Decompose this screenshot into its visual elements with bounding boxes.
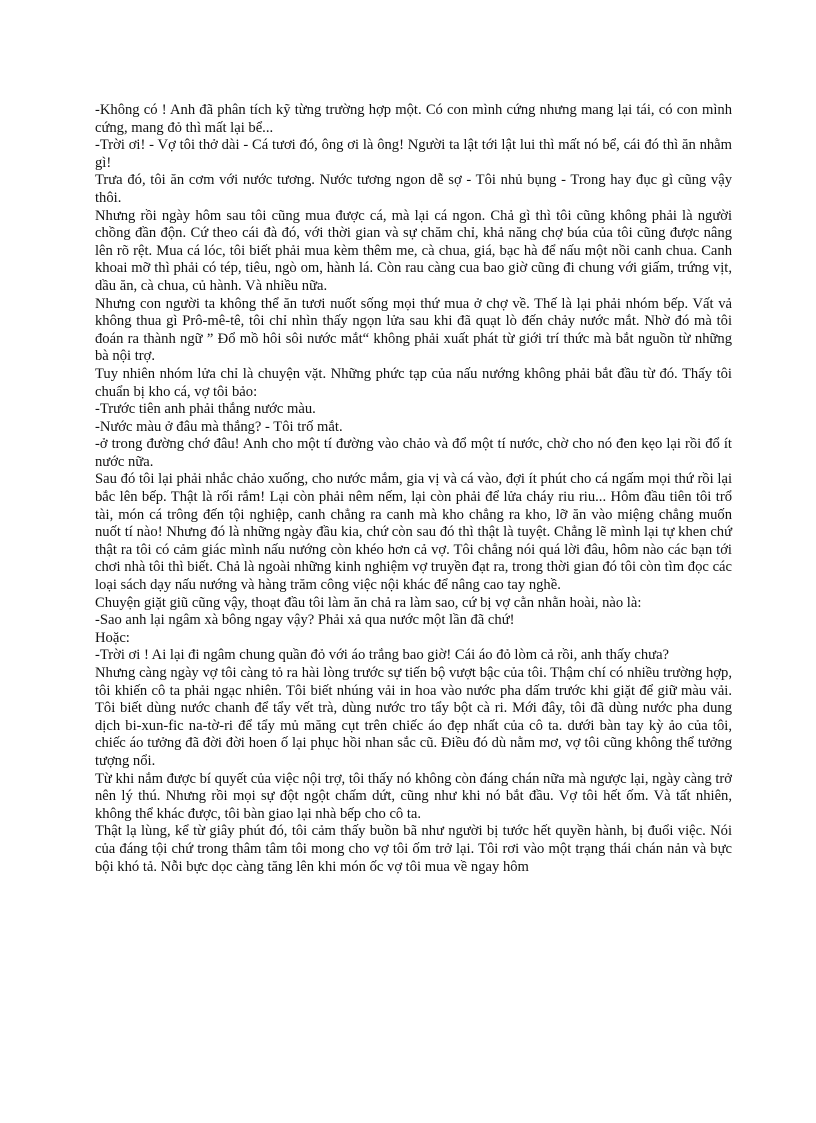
dialogue-line: -Trời ơi ! Ai lại đi ngâm chung quần đỏ với áo trắng bao giờ! Cái áo đỏ lòm cả rồi, anh thấy chưa? bbox=[95, 647, 670, 664]
paragraph: Từ khi nắm được bí quyết của việc nội trợ, tôi thấy nó không còn đáng chán nữa mà ngược lại, ngày càng trở nên lý thú. Nhưng rồi mọi sự đột ngột chấm dứt, cũng như khi nó bắt đầu. Vợ tôi hết ốm. Và tất nhiên, không thể khác được, tôi bàn giao lại nhà bếp cho cô ta. bbox=[95, 770, 732, 822]
dialogue-line: -ở trong đường chớ đâu! Anh cho một tí đường vào chảo và đổ một tí nước, chờ cho nó đen kẹo lại rồi đổ ít nước nữa. bbox=[95, 436, 732, 470]
dialogue-line: -Sao anh lại ngâm xà bông ngay vậy? Phải xả qua nước một lần đã chứ! bbox=[95, 612, 515, 629]
paragraph: -Trời ơi! - Vợ tôi thở dài - Cá tươi đó, ông ơi là ông! Người ta lật tới lật lui thì mất nó bể, cái đó thì ăn nhằm gì! bbox=[95, 137, 732, 171]
paragraph: -Không có ! Anh đã phân tích kỹ từng trường hợp một. Có con mình cứng nhưng mang lại tái, có con mình cứng, mang đỏ thì mất lại bể... bbox=[95, 102, 732, 136]
paragraph: Nhưng càng ngày vợ tôi càng tỏ ra hài lòng trước sự tiến bộ vượt bậc của tôi. Thậm chí có nhiều trường hợp, tôi khiến cô ta phải ngạc nhiên. Tôi biết nhúng vải in hoa vào nước pha dấm trước khi giặt để giữ màu vải. Tôi biết dùng nước chanh để tẩy vết trà, dùng nước tro tẩy bột cà ri. Mới đây, tôi đã dùng nước pha dung dịch bi-xun-fic na-tờ-ri để tẩy mủ măng cụt trên chiếc áo đẹp nhất của cô ta. dưới bàn tay kỳ ảo của tôi, chiếc áo tưởng đã đời đời hoen ố lại phục hồi nhan sắc cũ. Điều đó dù nằm mơ, vợ tôi cũng không thể tưởng tượng nổi. bbox=[95, 665, 732, 769]
paragraph: Nhưng rồi ngày hôm sau tôi cũng mua được cá, mà lại cá ngon. Chả gì thì tôi cũng không phải là người chồng đần độn. Cứ theo cái đà đó, với thời gian và sự chăm chỉ, khả năng chợ búa của tôi cũng được nâng lên rõ rệt. Mua cá lóc, tôi biết phải mua kèm thêm me, cà chua, giá, bạc hà để nấu một nồi canh chua. Canh khoai mỡ thì phải có tép, tiêu, ngò om, hành lá. Còn rau càng cua bao giờ cũng đi chung với giấm, trứng vịt, dầu ăn, cà chua, củ hành. Và nhiều nữa. bbox=[95, 207, 732, 294]
paragraph: Trưa đó, tôi ăn cơm với nước tương. Nước tương ngon dễ sợ - Tôi nhủ bụng - Trong hay đục gì cũng vậy thôi. bbox=[95, 172, 732, 206]
paragraph: Nhưng con người ta không thể ăn tươi nuốt sống mọi thứ mua ở chợ về. Thế là lại phải nhóm bếp. Vất vả không thua gì Prô-mê-tê, tôi chỉ nhìn thấy ngọn lửa sau khi đã quạt lò đến chảy nước mắt. Nhờ đó mà tôi đoán ra thành ngữ ” Đổ mồ hôi sôi nước mắt“ không phải xuất phát từ giới trí thức mà bắt nguồn từ những bà nội trợ. bbox=[95, 295, 732, 365]
paragraph: Thật lạ lùng, kể từ giây phút đó, tôi cảm thấy buồn bã như người bị tước hết quyền hành, bị đuổi việc. Nói của đáng tội chứ trong thâm tâm tôi mong cho vợ tôi ốm trở lại. Tôi rơi vào một trạng thái chán nản và bực bội khó tả. Nỗi bực dọc càng tăng lên khi món ốc vợ tôi mua về ngay hôm bbox=[95, 823, 732, 875]
paragraph: Chuyện giặt giũ cũng vậy, thoạt đầu tôi làm ăn chả ra làm sao, cứ bị vợ cằn nhằn hoài, nào là: bbox=[95, 594, 642, 611]
paragraph: Hoặc: bbox=[95, 629, 130, 646]
dialogue-line: -Nước màu ở đâu mà thắng? - Tôi trố mắt. bbox=[95, 418, 343, 435]
paragraph: Sau đó tôi lại phải nhắc chảo xuống, cho nước mắm, gia vị và cá vào, đợi ít phút cho cá ngấm mọi thứ rồi lại bắc lên bếp. Thật là rối rắm! Lại còn phải nêm nếm, lại còn phải để lửa cháy riu riu... Hôm đầu tiên tôi trổ tài, món cá trông đến tội nghiệp, canh chẳng ra canh mà kho chẳng ra kho, lỡ ăn vào miệng chẳng muốn nuốt tí nào! Nhưng đó là những ngày đầu kia, chứ còn sau đó thì thật là tuyệt. Chẳng lẽ mình lại tự khen chứ thật ra tôi có cảm giác mình nấu nướng còn khéo hơn cả vợ. Tôi chẳng nói quá lời đâu, hôm nào các bạn tới chơi nhà tôi thì biết. Chả là ngoài những kinh nghiệm vợ truyền đạt ra, trong thời gian đó tôi còn tìm đọc các loại sách dạy nấu nướng và hàng trăm công việc nội khác để nâng cao tay nghề. bbox=[95, 471, 732, 594]
paragraph: Tuy nhiên nhóm lửa chỉ là chuyện vặt. Những phức tạp của nấu nướng không phải bắt đầu từ đó. Thấy tôi chuẩn bị kho cá, vợ tôi bảo: bbox=[95, 365, 732, 400]
dialogue-line: -Trước tiên anh phải thắng nước màu. bbox=[95, 401, 316, 418]
